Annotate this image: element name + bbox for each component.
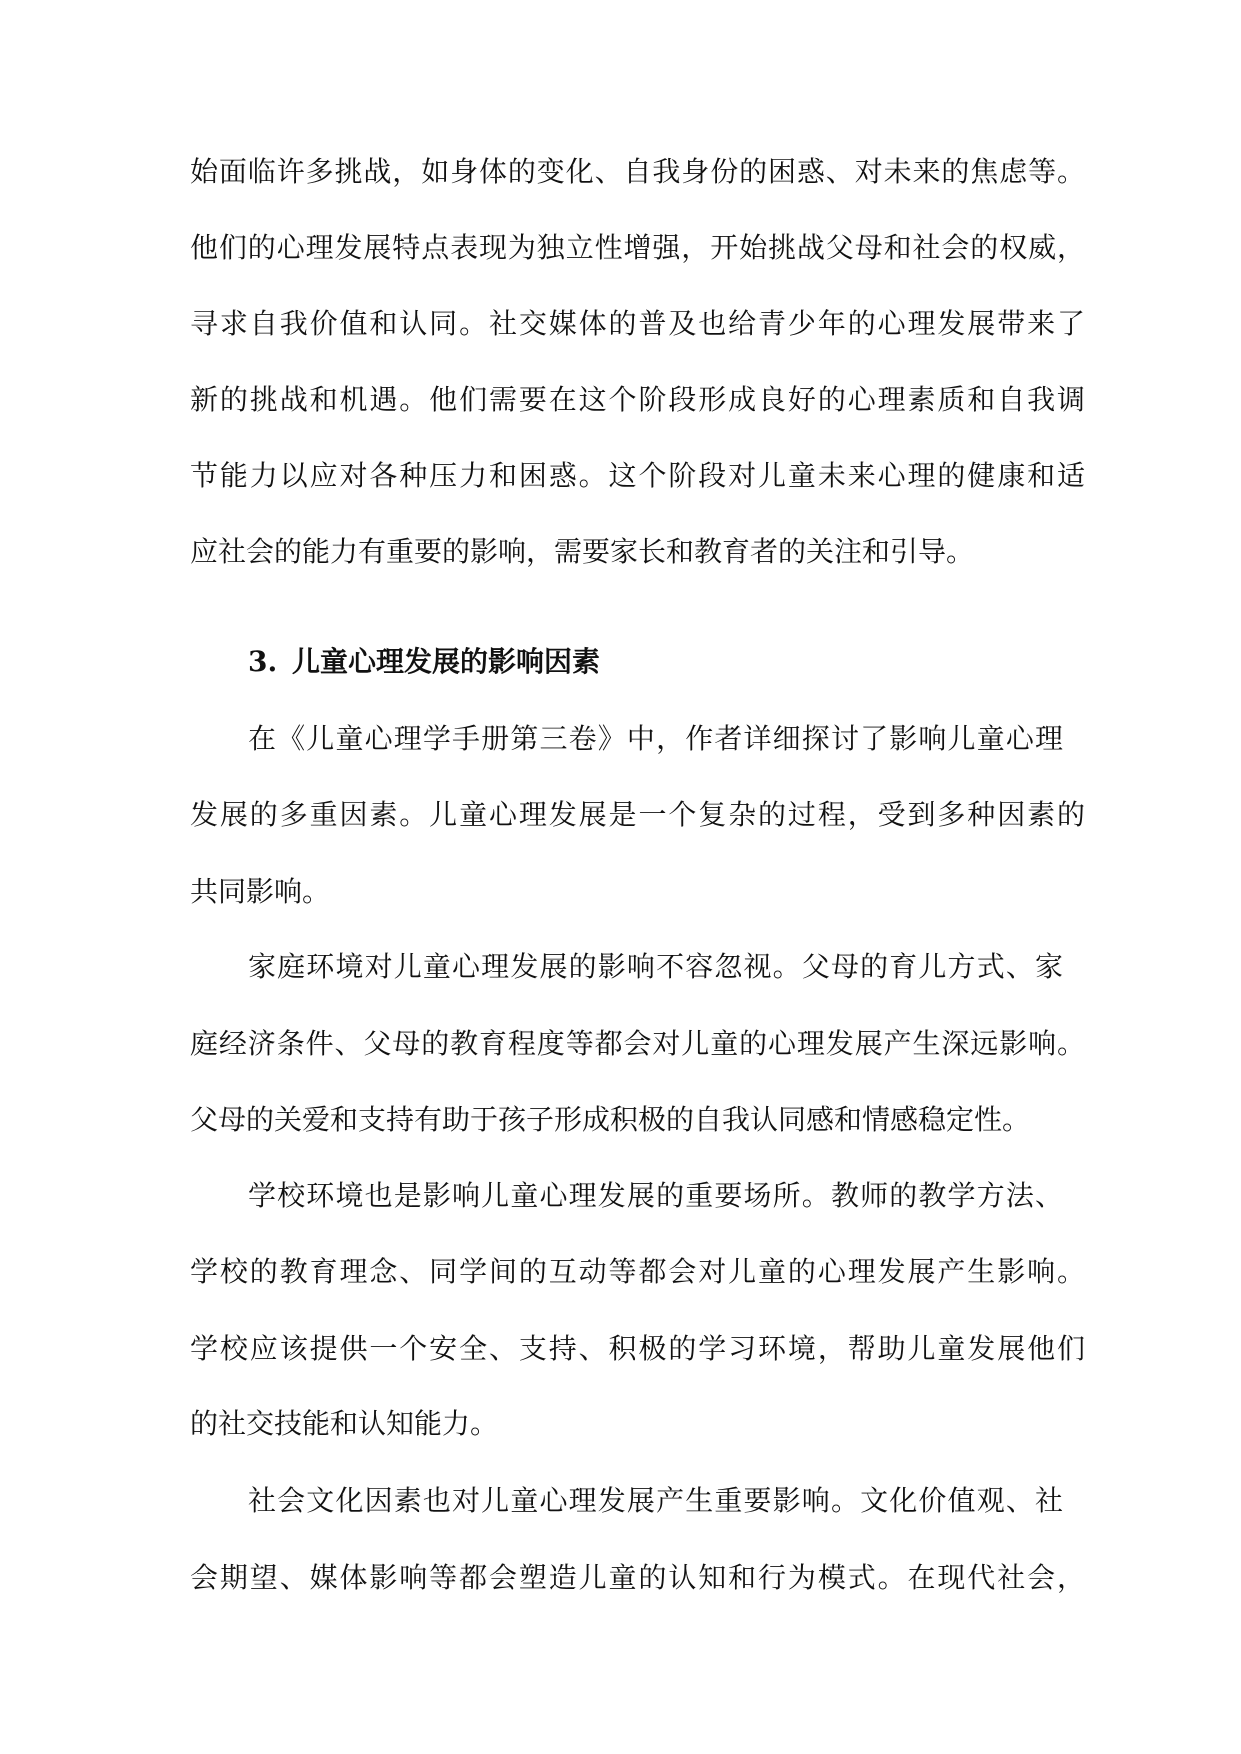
text-line: 在《儿童心理学手册第三卷》中，作者详细探讨了影响儿童心理 [248, 722, 1063, 755]
text-line: 庭经济条件、父母的教育程度等都会对儿童的心理发展产生深远影响。 [190, 1027, 1085, 1060]
section-heading [248, 642, 600, 682]
text-line: 学校环境也是影响儿童心理发展的重要场所。教师的教学方法、 [248, 1179, 1063, 1212]
text-line: 家庭环境对儿童心理发展的影响不容忽视。父母的育儿方式、家 [248, 950, 1063, 983]
text-line: 社会文化因素也对儿童心理发展产生重要影响。文化价值观、社 [248, 1484, 1063, 1517]
text-line: 应社会的能力有重要的影响，需要家长和教育者的关注和引导。 [190, 535, 975, 568]
text-line: 共同影响。 [190, 875, 331, 908]
text-line: 的社交技能和认知能力。 [190, 1407, 499, 1440]
text-line: 他们的心理发展特点表现为独立性增强，开始挑战父母和社会的权威， [190, 231, 1085, 264]
text-line: 会期望、媒体影响等都会塑造儿童的认知和行为模式。在现代社会， [190, 1561, 1085, 1594]
text-line: 发展的多重因素。儿童心理发展是一个复杂的过程，受到多种因素的 [190, 798, 1085, 831]
text-line: 节能力以应对各种压力和困惑。这个阶段对儿童未来心理的健康和适 [190, 459, 1085, 492]
text-line: 寻求自我价值和认同。社交媒体的普及也给青少年的心理发展带来了 [190, 307, 1085, 340]
section-number: 3. [248, 645, 278, 678]
text-line: 始面临许多挑战，如身体的变化、自我身份的困惑、对未来的焦虑等。 [190, 155, 1085, 188]
text-line: 新的挑战和机遇。他们需要在这个阶段形成良好的心理素质和自我调 [190, 383, 1085, 416]
text-line: 学校应该提供一个安全、支持、积极的学习环境，帮助儿童发展他们 [190, 1332, 1085, 1365]
text-line: 学校的教育理念、同学间的互动等都会对儿童的心理发展产生影响。 [190, 1255, 1085, 1288]
section-title: 儿童心理发展的影响因素 [292, 645, 601, 678]
text-line: 父母的关爱和支持有助于孩子形成积极的自我认同感和情感稳定性。 [190, 1103, 1031, 1136]
